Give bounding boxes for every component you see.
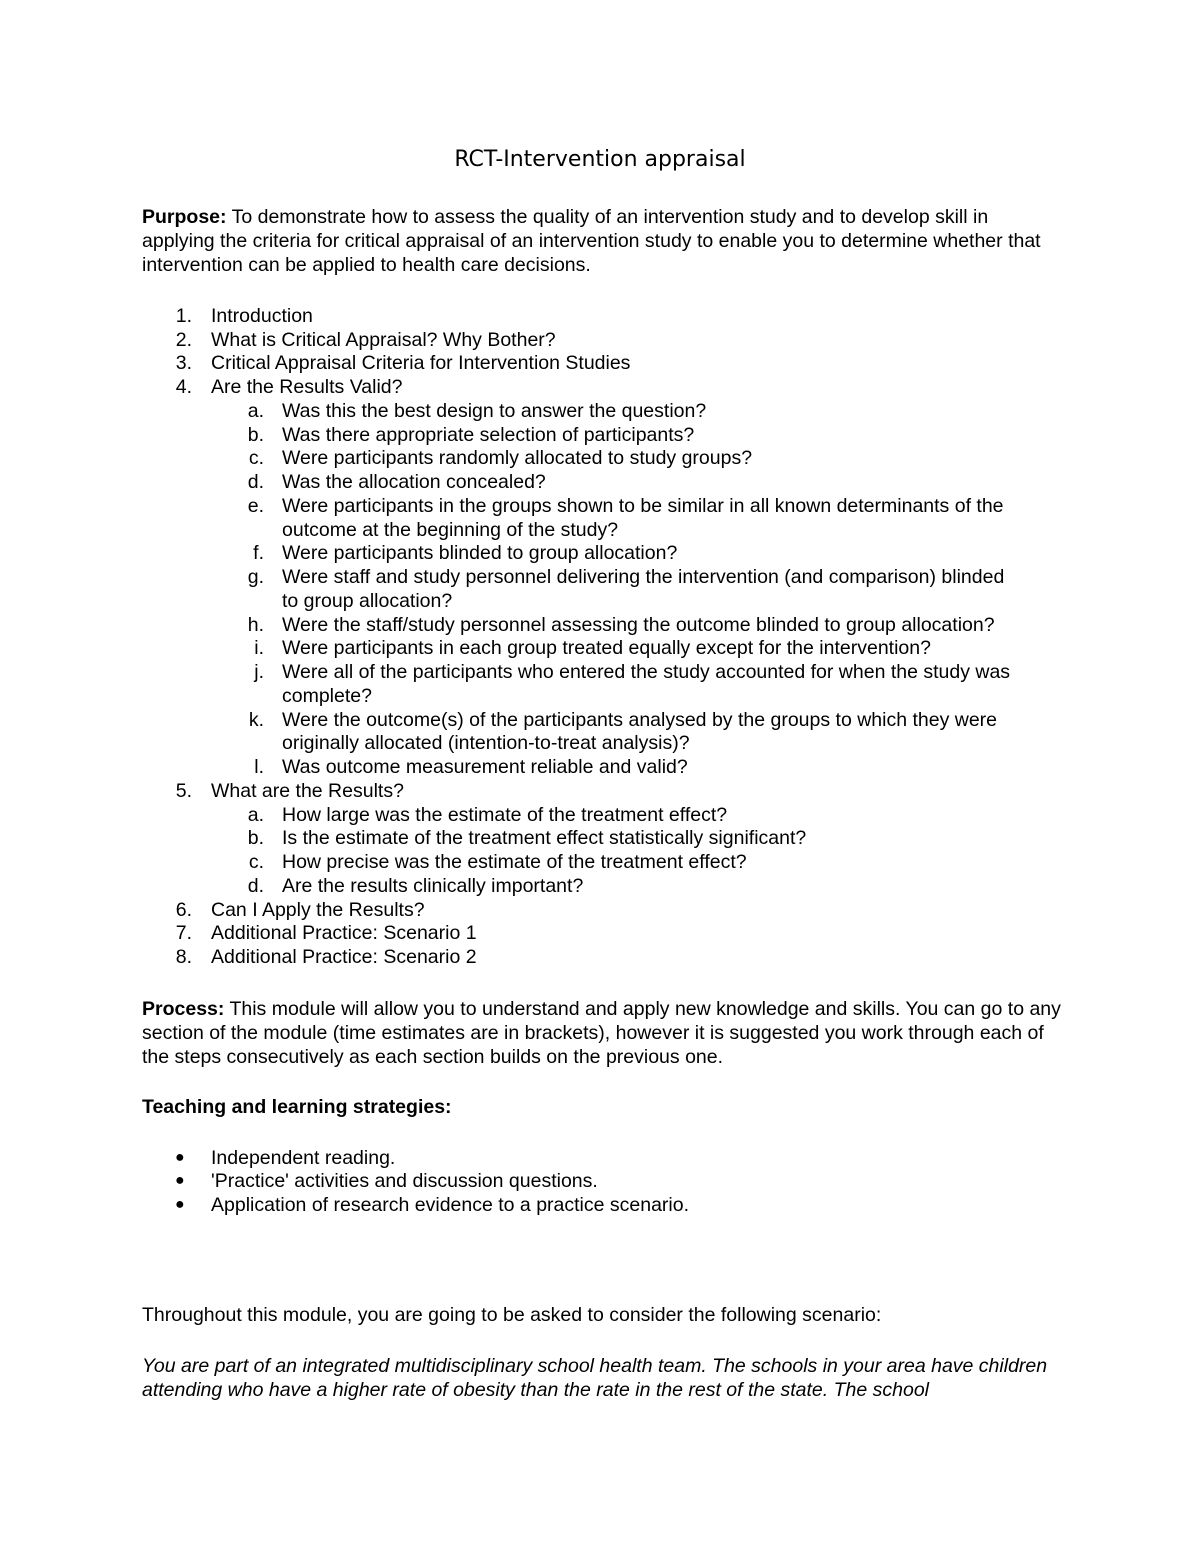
purpose-label: Purpose: — [142, 206, 227, 228]
scenario-text: You are part of an integrated multidisciplinary school health team. The schools in your area have children attending who have a higher rate of obesity than the rate in the rest of the state. The school — [142, 1355, 1048, 1401]
document-page: RCT-Intervention appraisal Purpose: To demonstrate how to assess the quality of an intervention study and to develop skill in applying the criteria for critical appraisal of an intervention study to enable you to determine whether that intervention can be applied to health care decisions. 1. Introduction 2. What is Critical Appraisal? Why Bother? 3. Critical Appraisal Criteria for Intervention Studies 4. Are the Results Valid? a. Was this the best design to answer the question? b. Was there appropriate selection of participants? c. Were participants randomly allocated to study groups? d. Was the allocation concealed? e. Were participants in the groups shown to be similar in all known determinants of the outcome at the beginning of the study? f. Were participants blinded to group allocation? g. Were staff and study personnel delivering the intervention (and comparison) blinded to group allocation? h. Were the staff/study personnel assessing the outcome blinded to group allocation? i. Were participants in each group treated equally except for the intervention? j. Were all of the participants who entered the study accounted for when the study was complete? k. Were the outcome(s) of the participants analysed by the groups to which they were originally allocated (intention-to-treat analysis)? l. Was outcome measurement reliable and valid? 5. What are the Results? a. How large was the estimate of the treatment effect? b. Is the estimate of the treatment effect statistically significant? c. How precise was the estimate of the treatment effect? d. Are the results clinically important? 6. Can I Apply the Results? 7. Additional Practice: Scenario 1 8. Additional Practice: Scenario 2 Process: This module will allow you to understand and apply new knowledge and skills. You can go to any section of the module (time estimates are in brackets), however it is suggested you work through each of the steps consecutively as each section builds on the previous one. Teaching and learning strategies: ● Independent reading. ● 'Practice' activities and discussion questions. ● Application of research evidence to a practice scenario. Throughout this module, you are going to be asked to consider the following scenario: You are part of an integrated multidisciplinary school health team. The schools in your area have children attending who have a higher rate of obesity than the rate in the rest of the state. The school — [0, 0, 1200, 1553]
purpose-text: To demonstrate how to assess the quality of an intervention study and to develop skill in applying the criteria for critical appraisal of an intervention study to enable you to determine whether that intervention can be applied to health care decisions. — [142, 206, 1041, 276]
document-title: RCT-Intervention appraisal — [454, 147, 746, 172]
process-paragraph — [142, 997, 1062, 1069]
purpose-paragraph — [142, 205, 1062, 277]
process-label: Process: — [142, 998, 225, 1020]
strategies-heading: Teaching and learning strategies: — [142, 1096, 452, 1118]
bullet-icon: ● — [175, 1196, 185, 1213]
bullet-icon: ● — [175, 1149, 185, 1166]
process-text: This module will allow you to understand and apply new knowledge and skills. You can go to any section of the module (time estimates are in brackets), however it is suggested you work through each of the steps consecutively as each section builds on the previous one. — [142, 998, 1061, 1068]
scenario-intro: Throughout this module, you are going to be asked to consider the following scenario: — [142, 1304, 882, 1326]
bullet-icon: ● — [175, 1172, 185, 1189]
